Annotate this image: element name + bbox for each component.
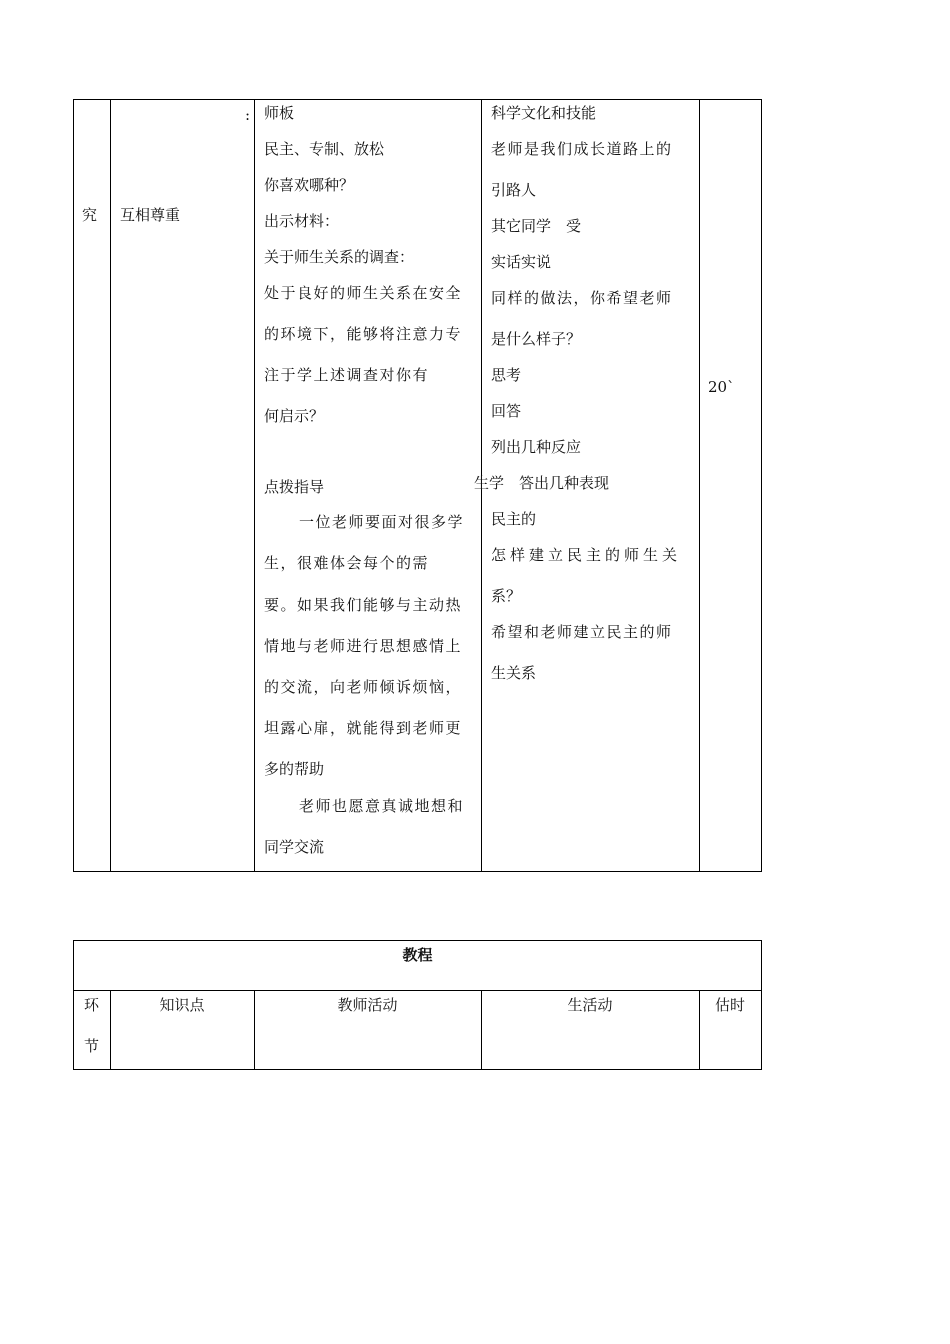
teacher-line: 师板 — [264, 104, 295, 122]
teacher-line: 同学交流 — [264, 838, 325, 856]
section-cell: 究 — [82, 206, 98, 224]
teacher-line: 多的帮助 — [264, 760, 325, 778]
teacher-line: 要。如果我们能够与主动热 — [264, 596, 463, 614]
table2-title: 教程 — [402, 946, 433, 964]
teacher-line: 情地与老师进行思想感情上 — [264, 637, 463, 655]
student-line: 民主的 — [491, 510, 537, 528]
table1-bottom-border — [73, 871, 762, 872]
teacher-line: 民主、专制、放松 — [264, 140, 385, 158]
header-time: 估时 — [714, 996, 745, 1014]
teacher-line: 关于师生关系的调查： — [264, 248, 415, 266]
table2-top-border — [73, 940, 762, 941]
table1-col-divider — [73, 99, 74, 872]
student-line: 其它同学 受 — [491, 217, 582, 235]
teacher-line: 你喜欢哪种？ — [264, 176, 355, 194]
teacher-line: 点拨指导 — [264, 478, 325, 496]
table1-col-divider — [761, 99, 762, 872]
header-knowledge: 知识点 — [159, 996, 205, 1014]
student-line: 回答 — [491, 402, 522, 420]
teacher-line: 出示材料： — [264, 212, 340, 230]
teacher-line: 老师也愿意真诚地想和 — [299, 797, 465, 815]
teacher-line: 的交流，向老师倾诉烦恼， — [264, 678, 463, 696]
student-line: 实话实说 — [491, 253, 552, 271]
header-section-bottom: 节 — [84, 1037, 100, 1055]
teacher-line: 何启示？ — [264, 407, 325, 425]
student-line: 同样的做法，你希望老师 — [491, 289, 673, 307]
teacher-line: 生，很难体会每个的需 — [264, 554, 430, 572]
student-line: 希望和老师建立民主的师 — [491, 623, 673, 641]
time-estimate: 20` — [708, 378, 735, 396]
student-line: 生关系 — [491, 664, 537, 682]
colon-mark: : — [245, 106, 251, 124]
header-teacher-activity: 教师活动 — [337, 996, 398, 1014]
teacher-line: 一位老师要面对很多学 — [299, 513, 465, 531]
table2-bottom-border — [73, 1069, 762, 1070]
table1-col-divider — [699, 99, 700, 872]
table1-col-divider — [110, 99, 111, 872]
student-line: 生学 答出几种表现 — [474, 474, 610, 492]
teacher-line: 处于良好的师生关系在安全 — [264, 284, 463, 302]
table1-col-divider — [254, 99, 255, 872]
header-student-activity: 生活动 — [567, 996, 613, 1014]
teacher-line: 坦露心扉，就能得到老师更 — [264, 719, 463, 737]
teacher-line: 注于学上述调查对你有 — [264, 366, 430, 384]
student-line: 是什么样子？ — [491, 330, 582, 348]
student-line: 引路人 — [491, 181, 537, 199]
student-line: 思考 — [491, 366, 522, 384]
teacher-line: 的环境下，能够将注意力专 — [264, 325, 463, 343]
student-line: 系？ — [491, 587, 522, 605]
student-line: 老师是我们成长道路上的 — [491, 140, 673, 158]
table2-title-divider — [73, 990, 762, 991]
table1-top-border — [73, 99, 762, 100]
knowledge-cell: 互相尊重 — [120, 206, 181, 224]
student-line: 科学文化和技能 — [491, 104, 597, 122]
header-section-top: 环 — [84, 996, 100, 1014]
student-line: 列出几种反应 — [491, 438, 582, 456]
student-line: 怎样建立民主的师生关 — [491, 546, 682, 564]
